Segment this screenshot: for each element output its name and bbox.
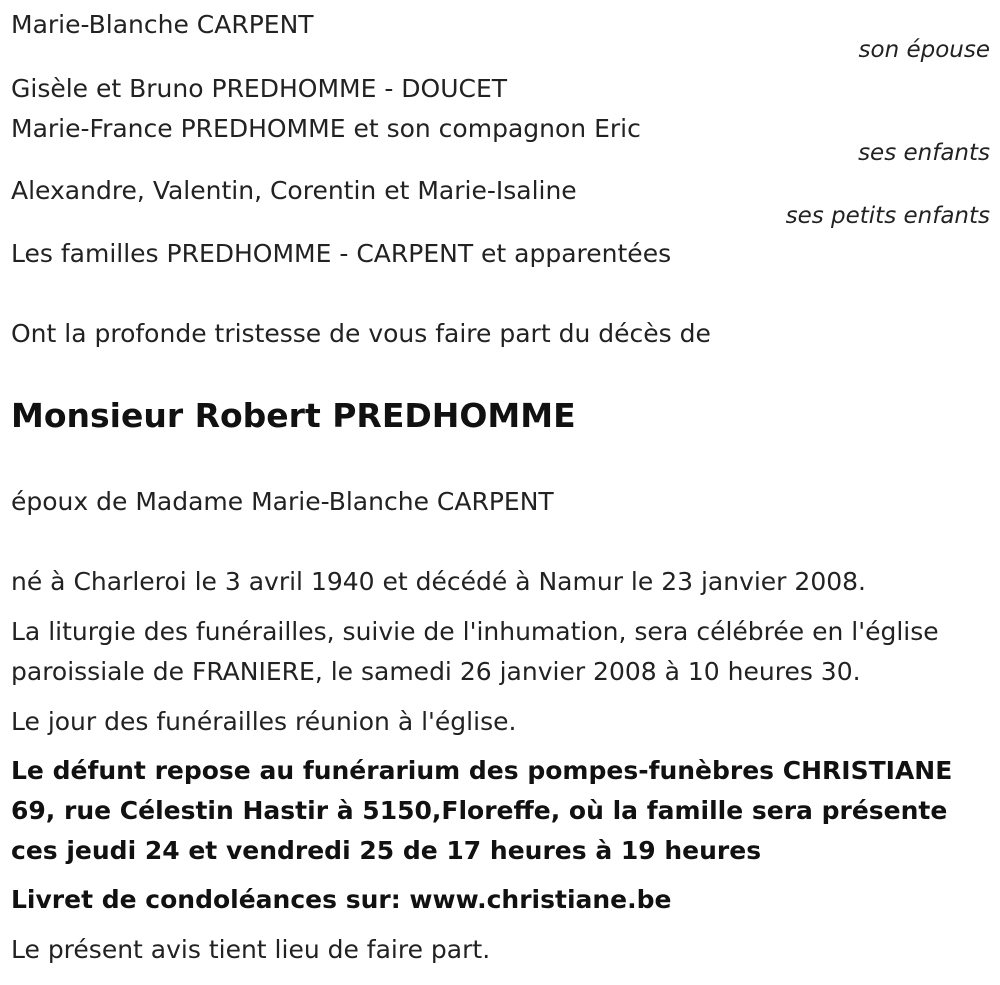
- children-line-1: Gisèle et Bruno PREDHOMME - DOUCET: [11, 74, 508, 103]
- deceased-name: Monsieur Robert PREDHOMME: [11, 396, 576, 435]
- families-line: Les familles PREDHOMME - CARPENT et apparentées: [11, 239, 672, 268]
- spouse-role: son épouse: [858, 37, 990, 63]
- birth-death-line: né à Charleroi le 3 avril 1940 et décédé à Namur le 23 janvier 2008.: [11, 567, 866, 596]
- condolences-line: Livret de condoléances sur: www.christiane.be: [11, 885, 672, 914]
- meeting-line: Le jour des funérailles réunion à l'église.: [11, 707, 517, 736]
- children-role: ses enfants: [858, 140, 990, 166]
- grandchildren: Alexandre, Valentin, Corentin et Marie-Isaline: [11, 176, 577, 205]
- spouse-of-line: époux de Madame Marie-Blanche CARPENT: [11, 487, 554, 516]
- children-line-2: Marie-France PREDHOMME et son compagnon Eric: [11, 114, 641, 143]
- funerarium-paragraph: Le défunt repose au funérarium des pompes-funèbres CHRISTIANE 69, rue Célestin Hastir à 5150,Floreffe, où la famille sera présente ces jeudi 24 et vendredi 25 de 17 heures à 19 heures: [11, 756, 953, 865]
- notice-line: Le présent avis tient lieu de faire part.: [11, 935, 491, 964]
- intro-text: Ont la profonde tristesse de vous faire part du décès de: [11, 319, 711, 348]
- spouse-name: Marie-Blanche CARPENT: [11, 10, 314, 39]
- grandchildren-role: ses petits enfants: [785, 203, 990, 229]
- liturgy-paragraph: La liturgie des funérailles, suivie de l'inhumation, sera célébrée en l'église paroissiale de FRANIERE, le samedi 26 janvier 2008 à 10 heures 30.: [11, 617, 939, 686]
